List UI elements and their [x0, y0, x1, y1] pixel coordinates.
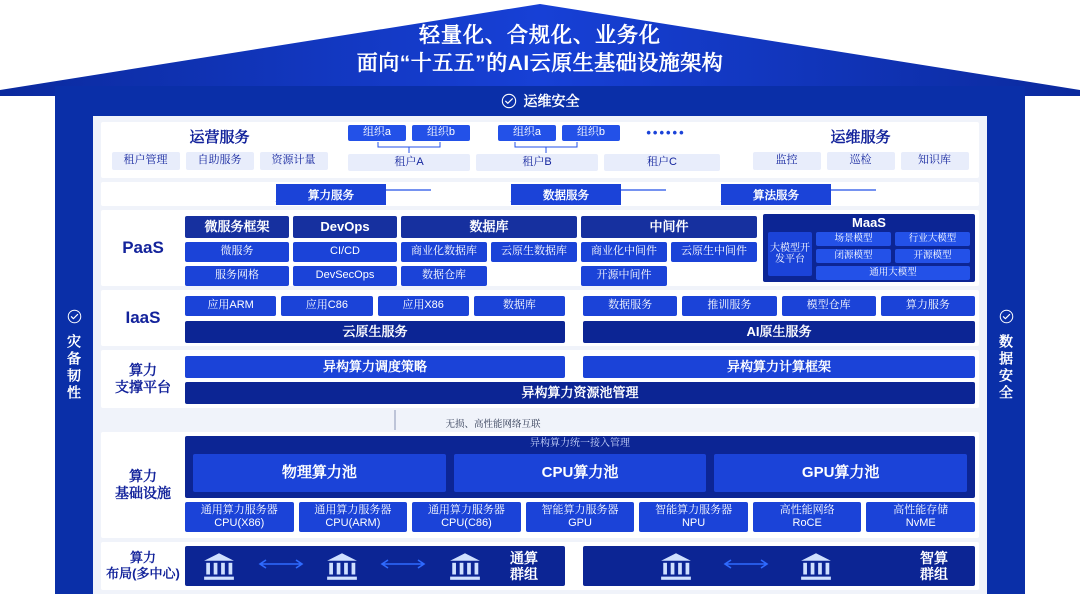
paas-item-3-2[interactable]: 开源中间件 [581, 266, 667, 286]
server-2-line2: CPU(C86) [441, 517, 492, 529]
iaas-right-item-2[interactable]: 模型仓库 [782, 296, 876, 316]
maas-item-3[interactable]: 开源模型 [895, 249, 970, 263]
paas-item-2-2[interactable]: 数据仓库 [401, 266, 487, 286]
pillar-right-label: 数据安全 [998, 333, 1014, 402]
ops-service-title: 运维服务 [830, 128, 891, 146]
support-platform-label [107, 350, 179, 408]
support-platform-label-line2: 支撑平台 [115, 379, 171, 395]
bank-icon [448, 551, 482, 581]
paas-group-maas [763, 214, 975, 282]
server-6-line1: 高性能存储 [893, 503, 949, 516]
iaas-cloud-native [185, 296, 565, 343]
intelligent-group-line1: 智算 [920, 549, 948, 566]
paas-item-0-1[interactable]: 服务网格 [185, 266, 289, 286]
shield-check-icon [67, 309, 82, 324]
paas-group-title-1: DevOps [293, 216, 397, 238]
maas-item-1[interactable]: 行业大模型 [895, 232, 970, 246]
paas-item-0-0[interactable]: 微服务 [185, 242, 289, 262]
service-arrow-2[interactable]: 算法服务 [721, 184, 831, 205]
paas-group-devops [293, 216, 397, 286]
infrastructure-label-line1: 算力 [129, 467, 157, 484]
server-row [185, 502, 975, 532]
shield-check-icon [501, 93, 517, 109]
access-bar: 异构算力统一接入管理 [530, 438, 630, 449]
operation-service-title: 运营服务 [189, 128, 250, 146]
server-0[interactable] [185, 502, 294, 532]
layout-label-line2: 布局(多中心) [106, 566, 180, 581]
architecture-body [93, 116, 987, 594]
server-3-line1: 智能算力服务器 [541, 503, 619, 516]
infrastructure-label-line2: 基础设施 [115, 485, 171, 501]
tenant-a[interactable]: 租户A [348, 154, 470, 171]
layout-group-intelligent-name [901, 550, 967, 582]
maas-title: MaaS [852, 215, 886, 231]
support-platform-label-line1: 算力 [129, 361, 157, 378]
tenant-b[interactable]: 租户B [476, 154, 598, 171]
layout-label-line1: 算力 [129, 549, 156, 565]
arrow-icon [723, 557, 769, 575]
bank-icon [325, 551, 359, 581]
org-b1[interactable]: 组织b [412, 125, 470, 141]
org-a1[interactable]: 组织a [348, 125, 406, 141]
arrow-icon [258, 557, 304, 575]
iaas-right-item-0[interactable]: 数据服务 [583, 296, 677, 316]
server-0-line1: 通用算力服务器 [200, 503, 278, 516]
maas-item-2[interactable]: 闭源模型 [816, 249, 891, 263]
server-3-line2: GPU [568, 517, 592, 529]
iaas-left-item-0[interactable]: 应用ARM [185, 296, 276, 316]
service-arrow-0[interactable]: 算力服务 [276, 184, 386, 205]
shield-check-icon [999, 309, 1014, 324]
server-4[interactable] [639, 502, 748, 532]
ops-item-0[interactable]: 监控 [753, 152, 821, 170]
ops-service-panel [748, 126, 973, 174]
support-left-bar[interactable]: 异构算力调度策略 [185, 356, 565, 378]
paas-label: PaaS [122, 238, 164, 258]
maas-platform[interactable]: 大模型开发平台 [768, 232, 812, 276]
server-1[interactable] [299, 502, 408, 532]
tenant-ellipsis: •••••• [646, 125, 686, 140]
server-4-line2: NPU [681, 517, 706, 529]
pool-gpu[interactable]: GPU算力池 [714, 454, 967, 492]
server-4-line1: 智能算力服务器 [655, 503, 733, 516]
iaas-left-item-1[interactable]: 应用C86 [281, 296, 372, 316]
server-2[interactable] [412, 502, 521, 532]
server-0-line2: CPU(X86) [214, 517, 265, 529]
general-group-line2: 群组 [510, 566, 538, 582]
pillar-data-security [987, 116, 1025, 594]
roof-title-line2: 面向“十五五”的AI云原生基础设施架构 [356, 52, 724, 76]
paas-item-2-0[interactable]: 商业化数据库 [401, 242, 487, 262]
tenant-c[interactable]: 租户C [604, 154, 720, 171]
iaas-right-item-3[interactable]: 算力服务 [881, 296, 975, 316]
ops-security-label: 运维安全 [523, 93, 580, 109]
iaas-label: IaaS [125, 308, 161, 328]
pool-physical[interactable]: 物理算力池 [193, 454, 446, 492]
ops-item-2[interactable]: 知识库 [901, 152, 969, 170]
tenant-connectors [348, 142, 733, 154]
operation-service-panel [107, 126, 332, 174]
server-6-line2: NvME [905, 517, 936, 529]
operation-item-1[interactable]: 自助服务 [186, 152, 254, 170]
iaas-left-bar[interactable]: 云原生服务 [185, 321, 565, 343]
server-5-line2: RoCE [792, 517, 822, 529]
paas-item-3-0[interactable]: 商业化中间件 [581, 242, 667, 262]
server-5[interactable] [753, 502, 862, 532]
infrastructure-label [107, 432, 179, 538]
server-6[interactable] [866, 502, 975, 532]
server-5-line1: 高性能网络 [779, 503, 835, 516]
paas-item-3-1[interactable]: 云原生中间件 [671, 242, 757, 262]
pool-cpu[interactable]: CPU算力池 [454, 454, 707, 492]
iaas-ai-native [583, 296, 975, 343]
operation-item-2[interactable]: 资源计量 [260, 152, 328, 170]
server-1-line1: 通用算力服务器 [314, 503, 392, 516]
bank-icon [659, 551, 693, 581]
bank-icon [202, 551, 236, 581]
layout-group-intelligent [583, 546, 975, 586]
iaas-left-item-3[interactable]: 数据库 [474, 296, 565, 316]
layout-group-general-name [491, 550, 557, 582]
server-3[interactable] [526, 502, 635, 532]
operation-item-0[interactable]: 租户管理 [112, 152, 180, 170]
maas-item-0[interactable]: 场景模型 [816, 232, 891, 246]
iaas-left-item-2[interactable]: 应用X86 [378, 296, 469, 316]
paas-group-title-2: 数据库 [401, 216, 577, 238]
roof-title [0, 22, 1080, 79]
service-arrow-1[interactable]: 数据服务 [511, 184, 621, 205]
maas-item-4[interactable]: 通用大模型 [816, 266, 970, 280]
pillar-left-label: 灾备韧性 [66, 333, 82, 402]
paas-item-2-1[interactable]: 云原生数据库 [491, 242, 577, 262]
compute-pool-container [185, 436, 975, 498]
intelligent-group-line2: 群组 [920, 566, 948, 582]
general-group-line1: 通算 [510, 549, 538, 566]
layout-label [103, 542, 183, 590]
ops-security-bar [55, 86, 1025, 116]
paas-item-1-0[interactable]: CI/CD [293, 242, 397, 262]
org-a2[interactable]: 组织a [498, 125, 556, 141]
roof-title-line1: 轻量化、合规化、业务化 [419, 24, 661, 47]
paas-group-database [401, 216, 577, 286]
arrow-icon [380, 557, 426, 575]
iaas-right-bar[interactable]: AI原生服务 [583, 321, 975, 343]
org-b2[interactable]: 组织b [562, 125, 620, 141]
paas-group-title-0: 微服务框架 [185, 216, 289, 238]
server-2-line1: 通用算力服务器 [427, 503, 505, 516]
support-full-bar[interactable]: 异构算力资源池管理 [185, 382, 975, 404]
iaas-right-item-1[interactable]: 推训服务 [682, 296, 776, 316]
pillar-disaster-resilience [55, 116, 93, 594]
support-right-bar[interactable]: 异构算力计算框架 [583, 356, 975, 378]
ops-item-1[interactable]: 巡检 [827, 152, 895, 170]
layout-group-general [185, 546, 565, 586]
paas-group-microservice [185, 216, 289, 286]
interconnect-note: 无损、高性能网络互联 [445, 419, 541, 430]
tenant-area [348, 125, 733, 175]
paas-group-title-3: 中间件 [581, 216, 757, 238]
bank-icon [799, 551, 833, 581]
paas-item-1-1[interactable]: DevSecOps [293, 266, 397, 286]
server-1-line2: CPU(ARM) [325, 517, 381, 529]
paas-group-middleware [581, 216, 757, 286]
